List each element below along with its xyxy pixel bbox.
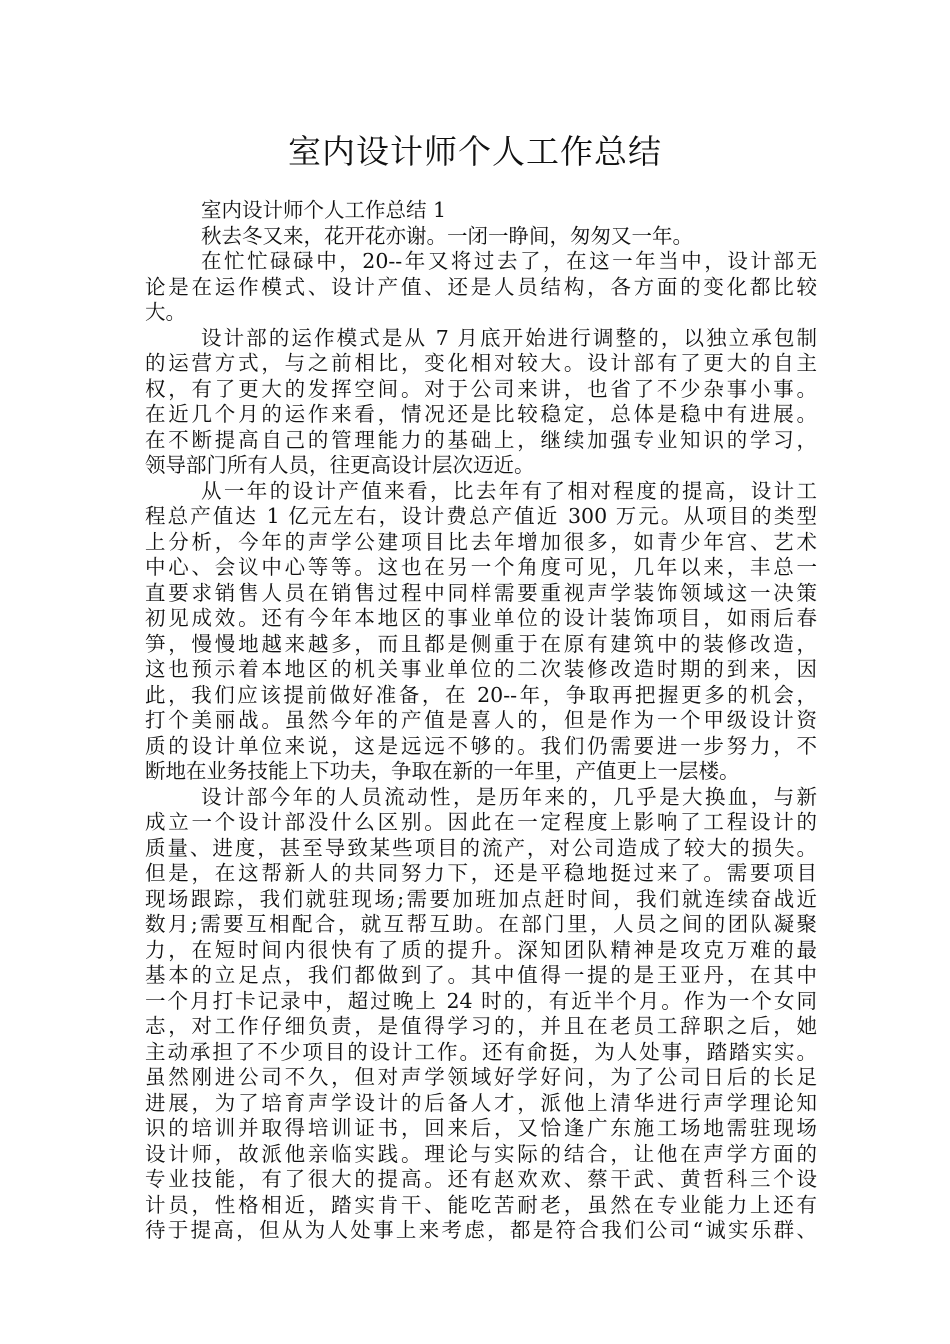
body-text-line: 数月;需要互相配合，就互帮互助。在部门里，人员之间的团队凝聚 bbox=[145, 912, 817, 936]
body-text-line: 直要求销售人员在销售过程中同样需要重视声学装饰领域这一决策 bbox=[145, 580, 817, 605]
body-text-line: 秋去冬又来，花开花亦谢。一闭一睁间，匆匆又一年。 bbox=[201, 223, 693, 248]
body-text-line: 一个月打卡记录中，超过晚上 24 时的，有近半个月。作为一个女同 bbox=[145, 988, 817, 1013]
body-text-line: 大。 bbox=[145, 300, 186, 324]
document-title: 室内设计师个人工作总结 bbox=[288, 132, 662, 171]
body-text-line: 论是在运作模式、设计产值、还是人员结构，各方面的变化都比较 bbox=[145, 274, 817, 299]
body-text-line: 专业技能，有了很大的提高。还有赵欢欢、蔡干武、黄哲科三个设 bbox=[145, 1167, 817, 1191]
body-text-line: 初见成效。还有今年本地区的事业单位的设计装饰项目，如雨后春 bbox=[145, 606, 817, 630]
body-text-line: 虽然刚进公司不久，但对声学领域好学好问，为了公司日后的长足 bbox=[145, 1065, 817, 1089]
body-text-line: 进展，为了培育声学设计的后备人才，派他上清华进行声学理论知 bbox=[145, 1090, 817, 1115]
body-text-line: 从一年的设计产值来看，比去年有了相对程度的提高，设计工 bbox=[201, 478, 817, 503]
body-text-line: 的运营方式，与之前相比，变化相对较大。设计部有了更大的自主 bbox=[145, 351, 817, 375]
body-text-line: 但是，在这帮新人的共同努力下，还是平稳地挺过来了。需要项目 bbox=[145, 861, 817, 885]
body-text-line: 断地在业务技能上下功夫，争取在新的一年里，产值更上一层楼。 bbox=[145, 759, 740, 783]
body-text-line: 笋，慢慢地越来越多，而且都是侧重于在原有建筑中的装修改造， bbox=[145, 631, 817, 656]
body-text-line: 设计师，故派他亲临实践。理论与实际的结合，让他在声学方面的 bbox=[145, 1141, 817, 1166]
body-text-line: 志，对工作仔细负责，是值得学习的，并且在老员工辞职之后，她 bbox=[145, 1014, 817, 1038]
body-text-line: 程总产值达 1 亿元左右，设计费总产值近 300 万元。从项目的类型 bbox=[145, 504, 817, 528]
body-text-line: 在忙忙碌碌中，20--年又将过去了，在这一年当中，设计部无 bbox=[201, 249, 817, 273]
body-text-line: 现场跟踪，我们就驻现场;需要加班加点赶时间，我们就连续奋战近 bbox=[145, 886, 817, 911]
body-text-line: 权，有了更大的发挥空间。对于公司来讲，也省了不少杂事小事。 bbox=[145, 376, 817, 401]
body-text-line: 在不断提高自己的管理能力的基础上，继续加强专业知识的学习， bbox=[145, 427, 817, 452]
body-text-line: 上分析，今年的声学公建项目比去年增加很多，如青少年宫、艺术 bbox=[145, 529, 817, 554]
body-text-line: 设计部今年的人员流动性，是历年来的，几乎是大换血，与新 bbox=[201, 784, 817, 809]
body-text-line: 基本的立足点，我们都做到了。其中值得一提的是王亚丹，在其中 bbox=[145, 963, 817, 987]
body-text-line: 打个美丽战。虽然今年的产值是喜人的，但是作为一个甲级设计资 bbox=[145, 708, 817, 732]
body-text-line: 待于提高，但从为人处事上来考虑，都是符合我们公司“诚实乐群、 bbox=[145, 1218, 817, 1242]
body-text-line: 力，在短时间内很快有了质的提升。深知团队精神是攻克万难的最 bbox=[145, 937, 817, 962]
body-text-line: 在近几个月的运作来看，情况还是比较稳定，总体是稳中有进展。 bbox=[145, 402, 817, 426]
body-text-line: 这也预示着本地区的机关事业单位的二次装修改造时期的到来，因 bbox=[145, 657, 817, 681]
body-text-line: 质的设计单位来说，这是远远不够的。我们仍需要进一步努力，不 bbox=[145, 733, 817, 758]
body-text-line: 此，我们应该提前做好准备，在 20--年，争取再把握更多的机会， bbox=[145, 682, 817, 707]
body-text-line: 主动承担了不少项目的设计工作。还有俞挺，为人处事，踏踏实实。 bbox=[145, 1039, 817, 1064]
body-text-line: 领导部门所有人员，往更高设计层次迈近。 bbox=[145, 453, 535, 477]
body-text-line: 成立一个设计部没什么区别。因此在一定程度上影响了工程设计的 bbox=[145, 810, 817, 834]
document-body bbox=[145, 198, 817, 1244]
body-text-line: 计员，性格相近，踏实肯干、能吃苦耐老，虽然在专业能力上还有 bbox=[145, 1192, 817, 1217]
body-text-line: 室内设计师个人工作总结 1 bbox=[201, 198, 447, 222]
body-text-line: 设计部的运作模式是从 7 月底开始进行调整的，以独立承包制 bbox=[201, 325, 817, 350]
body-text-line: 质量、进度，甚至导致某些项目的流产，对公司造成了较大的损失。 bbox=[145, 835, 817, 860]
body-text-line: 识的培训并取得培训证书，回来后，又恰逢广东施工场地需驻现场 bbox=[145, 1116, 817, 1140]
body-text-line: 中心、会议中心等等。这也在另一个角度可见，几年以来，丰总一 bbox=[145, 555, 817, 579]
